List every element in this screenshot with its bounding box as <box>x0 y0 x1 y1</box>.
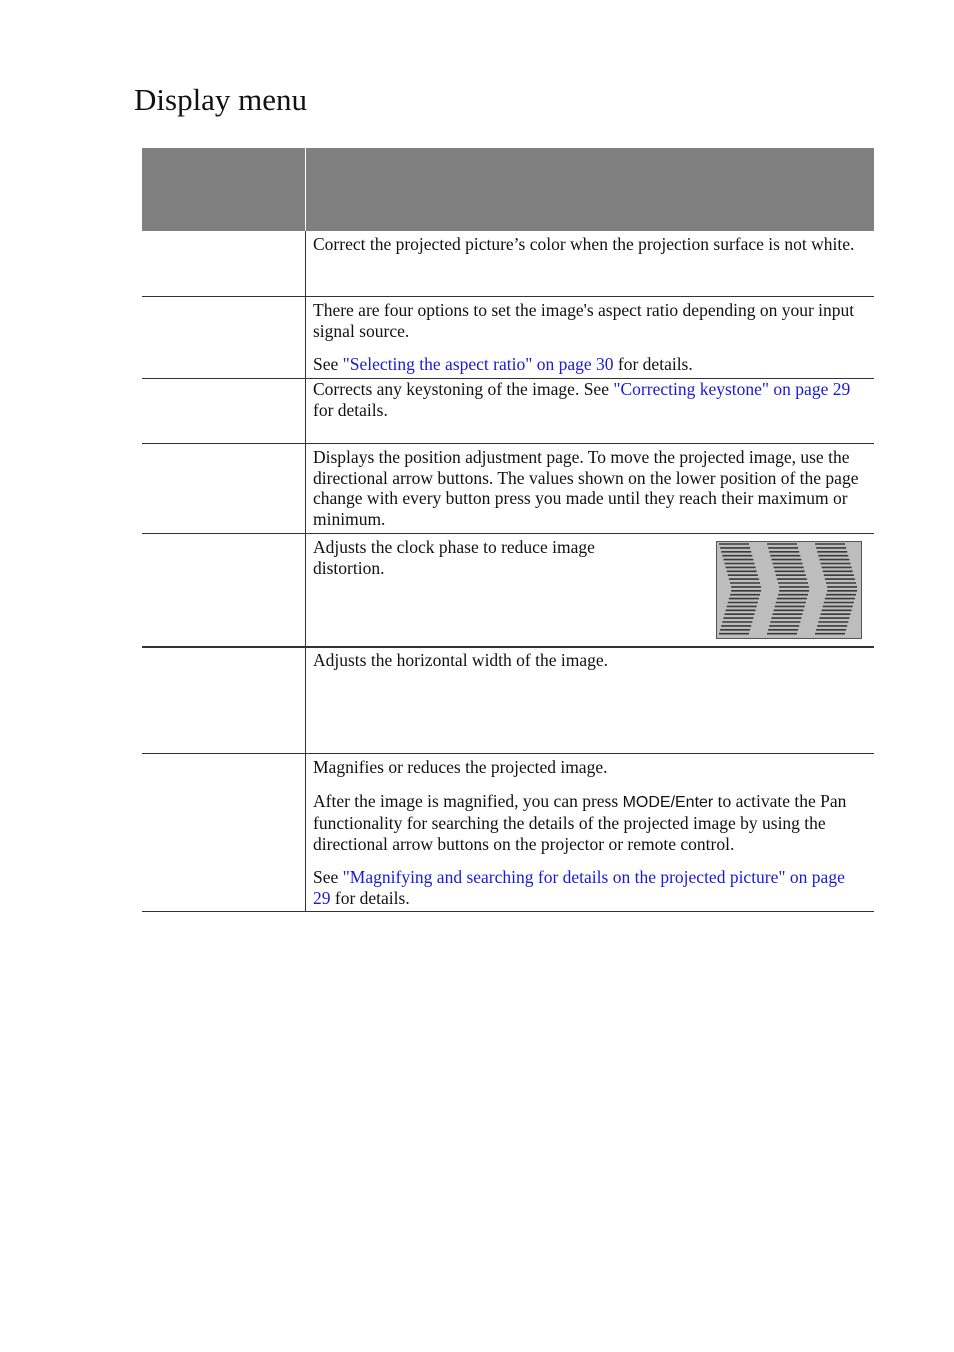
header-cell-function <box>142 148 306 231</box>
row-label-cell <box>142 754 306 911</box>
row-label-cell <box>142 534 306 646</box>
mode-enter-key-label: MODE/Enter <box>622 793 714 811</box>
row-description-cell <box>306 444 874 533</box>
row-description: Adjusts the clock phase to reduce image distortion. <box>313 537 595 578</box>
row-description: Correct the projected picture’s color when the projection surface is not white. <box>313 234 855 254</box>
reference-prefix: See <box>313 354 343 374</box>
row-description-cell <box>306 231 874 296</box>
row-label-cell <box>142 231 306 296</box>
table-header <box>142 148 874 231</box>
description-prefix: Corrects any keystoning of the image. See <box>313 379 614 399</box>
table-row <box>142 379 874 444</box>
row-label-cell <box>142 297 306 378</box>
phase-pattern-svg <box>717 542 861 638</box>
row-description: There are four options to set the image's aspect ratio depending on your input signal source. <box>313 300 855 341</box>
row-description: Displays the position adjustment page. To move the projected image, use the directional arrow buttons. The values shown on the lower position of the page change with every button press you made until they reach their maximum or minimum. <box>313 447 859 529</box>
row-reference <box>313 354 866 375</box>
row-description-cell <box>306 297 874 378</box>
row-description-cell <box>306 534 874 646</box>
phase-pattern-image <box>716 541 862 639</box>
detail-prefix: After the image is magnified, you can press <box>313 790 623 811</box>
row-detail <box>313 791 866 855</box>
row-description: Magnifies or reduces the projected image. <box>313 757 608 777</box>
magnifying-link[interactable]: "Magnifying and searching for details on the projected picture" on page 29 <box>313 867 845 908</box>
aspect-ratio-link[interactable]: "Selecting the aspect ratio" on page 30 <box>342 354 614 374</box>
row-label-cell <box>142 444 306 533</box>
reference-prefix: See <box>313 867 343 887</box>
header-cell-description <box>306 148 874 231</box>
reference-suffix: for details. <box>613 354 693 374</box>
detail-suffix: to activate the Pan functionality for searching the details of the projected image by using the directional arrow buttons on the projector or remote control. <box>313 790 847 854</box>
row-label-cell <box>142 648 306 753</box>
row-description <box>313 379 866 420</box>
reference-suffix: for details. <box>330 887 410 908</box>
display-menu-table <box>142 148 874 912</box>
table-row <box>142 648 874 754</box>
row-reference <box>313 867 866 908</box>
table-row <box>142 297 874 379</box>
row-description-cell <box>306 648 874 753</box>
table-row <box>142 444 874 534</box>
table-row <box>142 231 874 297</box>
table-row <box>142 534 874 648</box>
page-title: Display menu <box>134 82 308 117</box>
row-description-cell <box>306 379 874 443</box>
table-row <box>142 754 874 912</box>
row-description: Adjusts the horizontal width of the image. <box>313 650 609 670</box>
row-label-cell <box>142 379 306 443</box>
keystone-link[interactable]: "Correcting keystone" on page 29 <box>613 379 851 399</box>
row-description-cell <box>306 754 874 911</box>
reference-suffix: for details. <box>313 399 388 420</box>
